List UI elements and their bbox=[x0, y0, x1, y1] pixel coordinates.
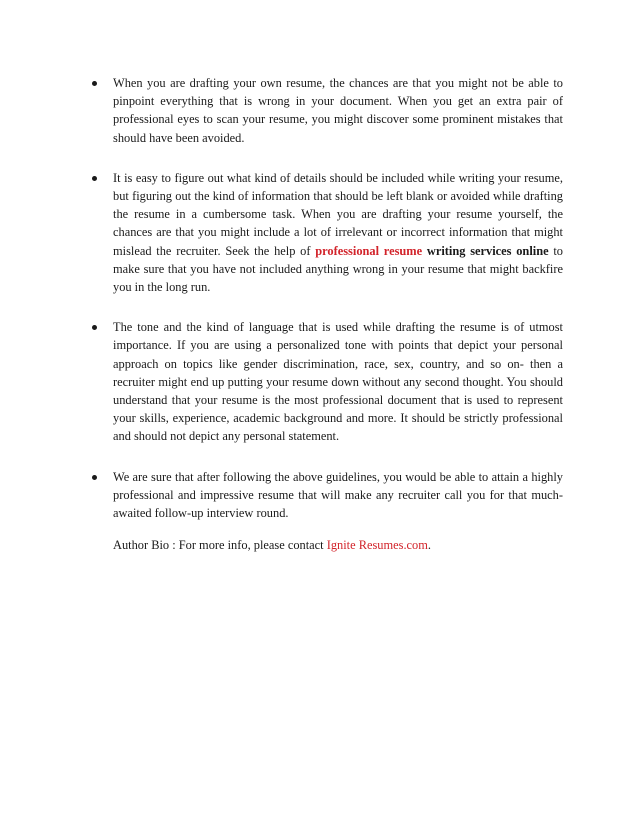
author-bio bbox=[113, 536, 563, 554]
bullet-dot-icon bbox=[92, 475, 97, 480]
bullet-item-drafting bbox=[88, 74, 563, 147]
bullet-text: The tone and the kind of language that is used while drafting the resume is of utmost importance. If you are using a personalized tone with points that depict your personal approach on topics like gender discrimination, race, sex, country, and so on- then a recruiter might end up putting your resume down without any second thought. You should understand that your resume is the most professional document that is used to represent your skills, experience, academic background and more. It should be strictly professional and should not depict any personal statement. bbox=[113, 320, 563, 444]
bullet-text: When you are drafting your own resume, the chances are that you might not be able to pinpoint everything that is wrong in your document. When you get an extra pair of professional eyes to scan your resume, you might discover some prominent mistakes that should have been avoided. bbox=[113, 76, 563, 145]
bullet-list bbox=[88, 74, 563, 544]
bullet-item-guidelines bbox=[88, 468, 563, 523]
bold-services-text: writing services online bbox=[422, 243, 549, 258]
bullet-dot-icon bbox=[92, 81, 97, 86]
bullet-dot-icon bbox=[92, 325, 97, 330]
bullet-text-after: to make sure that you have not included anything wrong in your resume that might backfire you in the long run. bbox=[113, 243, 563, 295]
ignite-resumes-link[interactable]: Ignite Resumes.com bbox=[326, 538, 428, 552]
bullet-text: We are sure that after following the above guidelines, you would be able to attain a highly professional and impressive resume that will make any recruiter call you for that much-awaited follow-up interview round. bbox=[113, 469, 563, 521]
bullet-dot-icon bbox=[92, 176, 97, 181]
professional-resume-link[interactable]: professional resume bbox=[315, 243, 423, 258]
bullet-item-details bbox=[88, 169, 563, 296]
bullet-text-before: It is easy to figure out what kind of details should be included while writing your resume, but figuring out the kind of information that should be left blank or avoided while drafting the resume in a cumbersome task. When you are drafting your resume yourself, the chances are that you might include a lot of irrelevant or incorrect information that might mislead the recruiter. Seek the help of bbox=[113, 170, 563, 258]
author-bio-suffix: . bbox=[427, 538, 431, 552]
bullet-item-tone bbox=[88, 318, 563, 445]
author-bio-prefix: Author Bio : For more info, please contact bbox=[113, 538, 327, 552]
